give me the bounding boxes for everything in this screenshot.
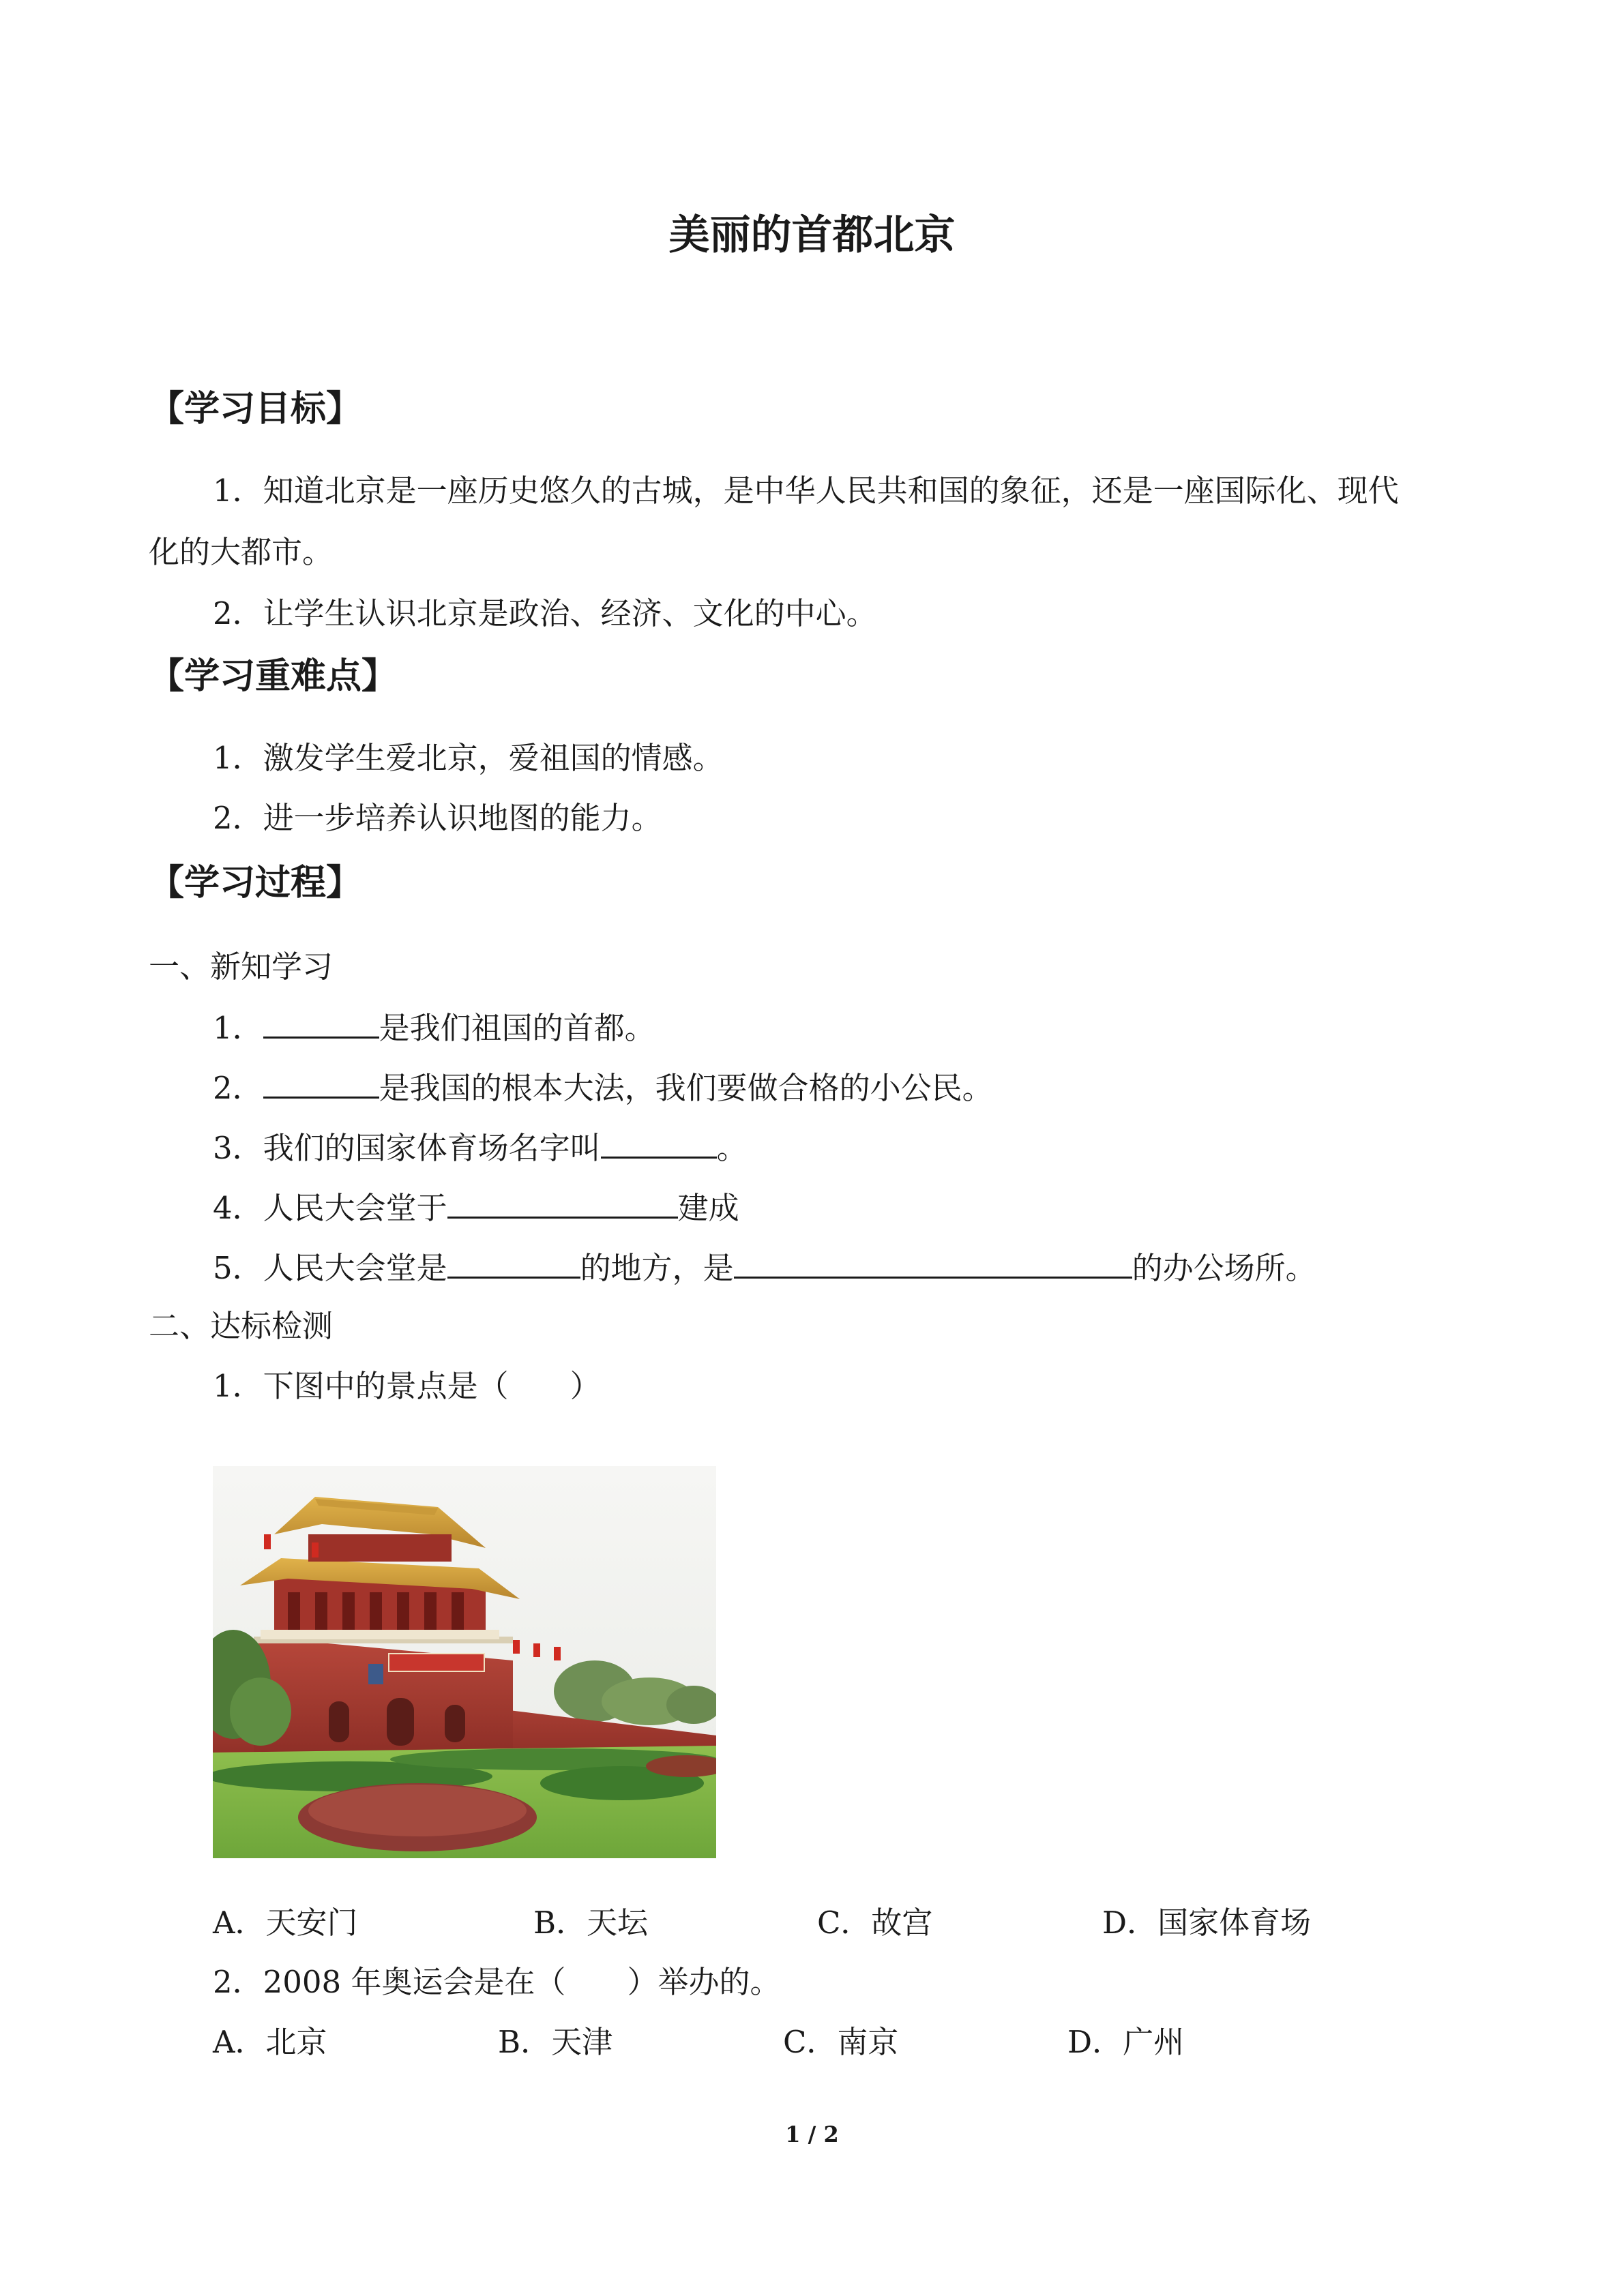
question-text: 的办公场所。	[1132, 1250, 1316, 1286]
page-title: 美丽的首都北京	[668, 211, 956, 259]
question-text: 建成	[677, 1190, 739, 1226]
option-c[interactable]: C．南京	[783, 2024, 899, 2060]
option-b[interactable]: B．天坛	[533, 1905, 649, 1941]
answer-blank[interactable]	[734, 1247, 1132, 1279]
answer-blank[interactable]	[447, 1247, 580, 1279]
fill-question-5	[213, 1247, 1316, 1289]
page-number: 1 / 2	[785, 2121, 839, 2147]
answer-blank[interactable]	[601, 1127, 717, 1159]
question-text: 。	[716, 1130, 748, 1166]
question-text: 是我们祖国的首都。	[379, 1010, 655, 1046]
option-b[interactable]: B．天津	[498, 2024, 613, 2060]
key-point-item-1: 1．激发学生爱北京，爱祖国的情感。	[213, 740, 724, 776]
option-d[interactable]: D．广州	[1067, 2024, 1185, 2060]
answer-blank[interactable]	[263, 1007, 379, 1039]
option-c[interactable]: C．故宫	[817, 1905, 933, 1941]
goal-item-2: 2．让学生认识北京是政治、经济、文化的中心。	[213, 595, 877, 631]
question-number: 2．	[213, 1070, 263, 1106]
key-point-item-2: 2．进一步培养认识地图的能力。	[213, 800, 662, 836]
fill-question-3	[213, 1127, 748, 1169]
tiananmen-photo	[213, 1466, 716, 1858]
answer-blank[interactable]	[263, 1067, 379, 1099]
answer-blank[interactable]	[447, 1187, 678, 1219]
goal-item-1-line-2: 化的大都市。	[149, 534, 334, 570]
part-2-label: 二、达标检测	[149, 1308, 334, 1344]
fill-question-2	[213, 1067, 993, 1109]
question-text: 是我国的根本大法，我们要做合格的小公民。	[379, 1070, 993, 1106]
question-text: 3．我们的国家体育场名字叫	[213, 1130, 601, 1166]
choice-question-1-stem: 1．下图中的景点是（ ）	[213, 1368, 601, 1404]
part-1-label: 一、新知学习	[149, 949, 334, 985]
section-heading-process: 【学习过程】	[149, 863, 362, 904]
fill-question-4	[213, 1187, 739, 1229]
option-a[interactable]: A．天安门	[213, 1905, 358, 1941]
option-d[interactable]: D．国家体育场	[1102, 1905, 1312, 1941]
goal-item-1-line-1: 1．知道北京是一座历史悠久的古城，是中华人民共和国的象征，还是一座国际化、现代	[213, 473, 1399, 509]
question-text: 4．人民大会堂于	[213, 1190, 447, 1226]
question-number: 1．	[213, 1010, 263, 1046]
question-text: 5．人民大会堂是	[213, 1250, 447, 1286]
section-heading-key-points: 【学习重难点】	[149, 656, 398, 697]
choice-question-2-stem: 2．2008 年奥运会是在（ ）举办的。	[213, 1964, 781, 2000]
fill-question-1	[213, 1007, 655, 1049]
section-heading-goals: 【学习目标】	[149, 389, 362, 430]
question-text: 的地方，是	[580, 1250, 734, 1286]
option-a[interactable]: A．北京	[213, 2024, 327, 2060]
